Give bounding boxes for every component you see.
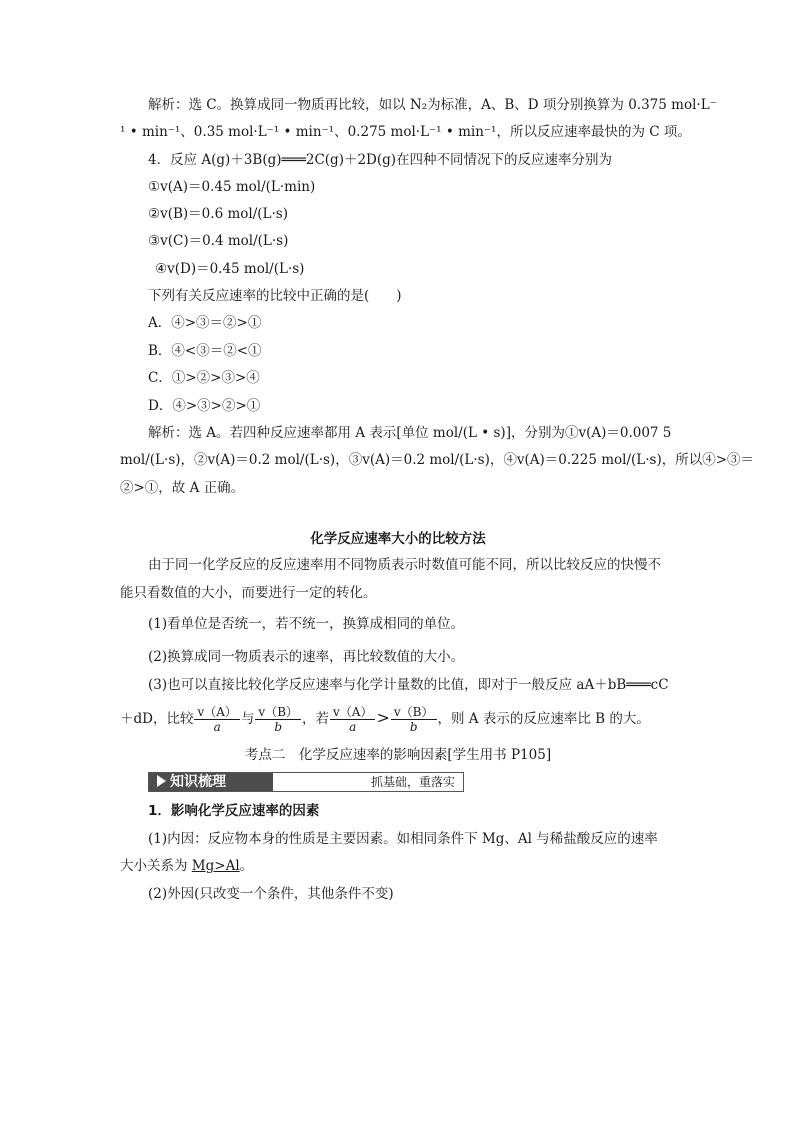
analysis2-line2: mol/(L·s)，②v(A)＝0.2 mol/(L·s)，③v(A)＝0.2 mol/(L·s)，④v(A)＝0.225 mol/(L·s)，所以④>③＝ [120, 452, 755, 468]
analysis1-line1: 解析：选 C。换算成同一物质再比较，如以 N₂为标准，A、B、D 项分别换算为 0.375 mol·L⁻ [148, 97, 717, 113]
frac-b2-numerator: v（B） [391, 705, 437, 720]
greater-than-symbol: > [376, 708, 390, 727]
method-p2: (1)看单位是否统一，若不统一，换算成相同的单位。 [148, 616, 465, 632]
knowledge-banner [148, 772, 464, 792]
banner-label: 知识梳理 [170, 774, 226, 790]
analysis1-line2: ¹ • min⁻¹、0.35 mol·L⁻¹ • min⁻¹、0.275 mol·L⁻¹ • min⁻¹，所以反应速率最快的为 C 项。 [120, 124, 691, 140]
frac-b-numerator: v（B） [255, 705, 301, 720]
play-arrow-icon [157, 775, 166, 787]
fraction-va-over-a-2 [330, 705, 375, 734]
frac-a-numerator: v（A） [194, 705, 239, 720]
frac-b-denominator: b [274, 720, 283, 734]
p4b-if: ，若 [302, 711, 330, 727]
internal-line-a: (1)内因：反应物本身的性质是主要因素。如相同条件下 Mg、Al 与稀盐酸反应的速率 [148, 831, 658, 847]
answer-underlined: Mg>Al [191, 858, 240, 874]
banner-right-text: 抓基础，重落实 [370, 775, 455, 789]
rate-4: ④v(D)＝0.45 mol/(L·s) [155, 261, 305, 277]
rate-3: ③v(C)＝0.4 mol/(L·s) [148, 233, 289, 249]
fraction-vb-over-b [255, 705, 301, 734]
frac-a-denominator: a [213, 720, 221, 734]
analysis2-line3: ②>①，故 A 正确。 [120, 480, 245, 496]
frac-b2-denominator: b [409, 720, 418, 734]
frac-a2-numerator: v（A） [330, 705, 375, 720]
question4-stem: 4．反应 A(g)＋3B(g)═══2C(g)＋2D(g)在四种不同情况下的反应速率分别为 [148, 152, 613, 168]
p4b-end: ，则 A 表示的反应速率比 B 的大。 [437, 711, 650, 727]
rate-2: ②v(B)＝0.6 mol/(L·s) [148, 206, 288, 222]
internal-b-suffix: 。 [239, 858, 254, 874]
external-line: (2)外因(只改变一个条件，其他条件不变) [148, 886, 394, 902]
method-title: 化学反应速率大小的比较方法 [310, 531, 486, 547]
fraction-vb-over-b-2 [391, 705, 437, 734]
method-p3: (2)换算成同一物质表示的速率，再比较数值的大小。 [148, 649, 465, 665]
rate-1: ①v(A)＝0.45 mol/(L·min) [148, 179, 316, 195]
item1-heading: 1．影响化学反应速率的因素 [148, 803, 320, 819]
p4b-with: 与 [240, 711, 255, 727]
option-b: B．④<③＝②<① [148, 343, 262, 359]
internal-line-b [120, 857, 253, 875]
p4b-start: ＋dD，比较 [120, 711, 194, 727]
section2-title: 考点二 化学反应速率的影响因素[学生用书 P105] [244, 747, 552, 763]
option-c: C．①>②>③>④ [148, 370, 260, 386]
frac-a2-denominator: a [349, 720, 357, 734]
analysis2-line1: 解析：选 A。若四种反应速率都用 A 表示[单位 mol/(L • s)]，分别为①v(A)＝0.007 5 [148, 425, 672, 441]
option-d: D．④>③>②>① [148, 398, 261, 414]
question4-prompt: 下列有关反应速率的比较中正确的是( ) [148, 288, 402, 304]
banner-label-box [149, 773, 273, 791]
method-p4a: (3)也可以直接比较化学反应速率与化学计量数的比值，即对于一般反应 aA＋bB═══cC [148, 677, 669, 693]
fraction-va-over-a [194, 705, 239, 734]
method-p1a: 由于同一化学反应的反应速率用不同物质表示时数值可能不同，所以比较反应的快慢不 [148, 557, 661, 573]
internal-b-prefix: 大小关系为 [120, 858, 192, 874]
method-p4b [120, 700, 650, 737]
method-p1b: 能只看数值的大小，而要进行一定的转化。 [120, 585, 377, 601]
option-a: A．④>③＝②>① [148, 315, 262, 331]
